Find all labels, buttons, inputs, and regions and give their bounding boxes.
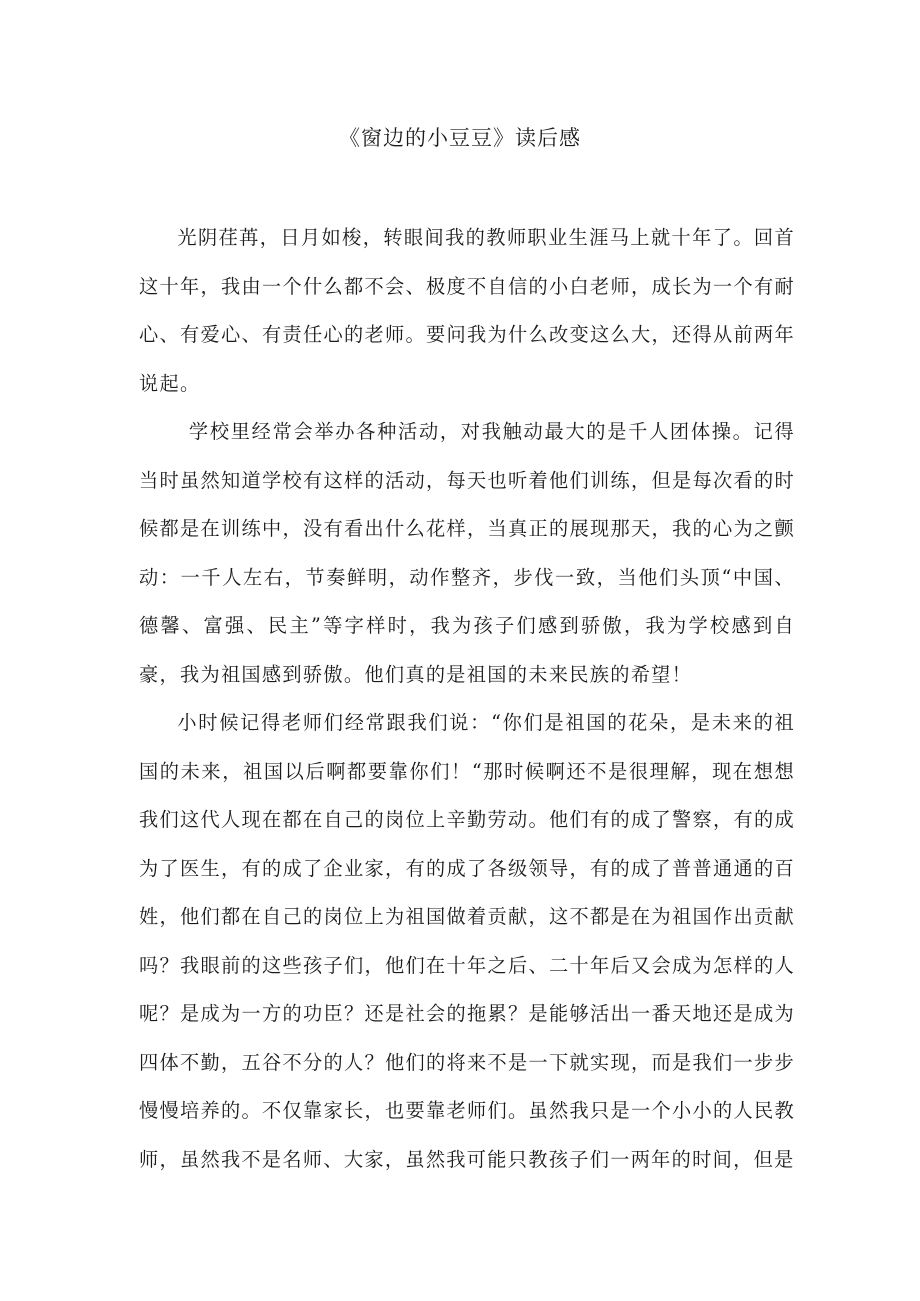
paragraph-1: 光阴荏苒，日月如梭，转眼间我的教师职业生涯马上就十年了。回首这十年，我由一个什么都不会、极度不自信的小白老师，成长为一个有耐心、有爱心、有责任心的老师。要问我为什么改变这么大，还得从前两年说起。 bbox=[139, 226, 795, 395]
document-body bbox=[139, 214, 795, 1184]
document-title: 《窗边的小豆豆》读后感 bbox=[339, 126, 581, 150]
paragraph-3: 小时候记得老师们经常跟我们说：“你们是祖国的花朵，是未来的祖国的未来，祖国以后啊都要靠你们！“那时候啊还不是很理解，现在想想我们这代人现在都在自己的岗位上辛勤劳动。他们有的成了警察，有的成为了医生，有的成了企业家，有的成了各级领导，有的成了普普通通的百姓，他们都在自己的岗位上为祖国做着贡献，这不都是在为祖国作出贡献吗？我眼前的这些孩子们，他们在十年之后、二十年后又会成为怎样的人呢？是成为一方的功臣？还是社会的拖累？是能够活出一番天地还是成为四体不勤，五谷不分的人？他们的将来不是一下就实现，而是我们一步步慢慢培养的。不仅靠家长，也要靠老师们。虽然我只是一个小小的人民教师，虽然我不是名师、大家，虽然我可能只教孩子们一两年的时间，但是 bbox=[139, 711, 795, 1171]
paragraph-2: 学校里经常会举办各种活动，对我触动最大的是千人团体操。记得当时虽然知道学校有这样的活动，每天也听着他们训练，但是每次看的时候都是在训练中，没有看出什么花样，当真正的展现那天，我的心为之颤动：一千人左右，节奏鲜明，动作整齐，步伐一致，当他们头顶“中国、德馨、富强、民主”等字样时，我为孩子们感到骄傲，我为学校感到自豪，我为祖国感到骄傲。他们真的是祖国的未来民族的希望！ bbox=[139, 420, 795, 686]
